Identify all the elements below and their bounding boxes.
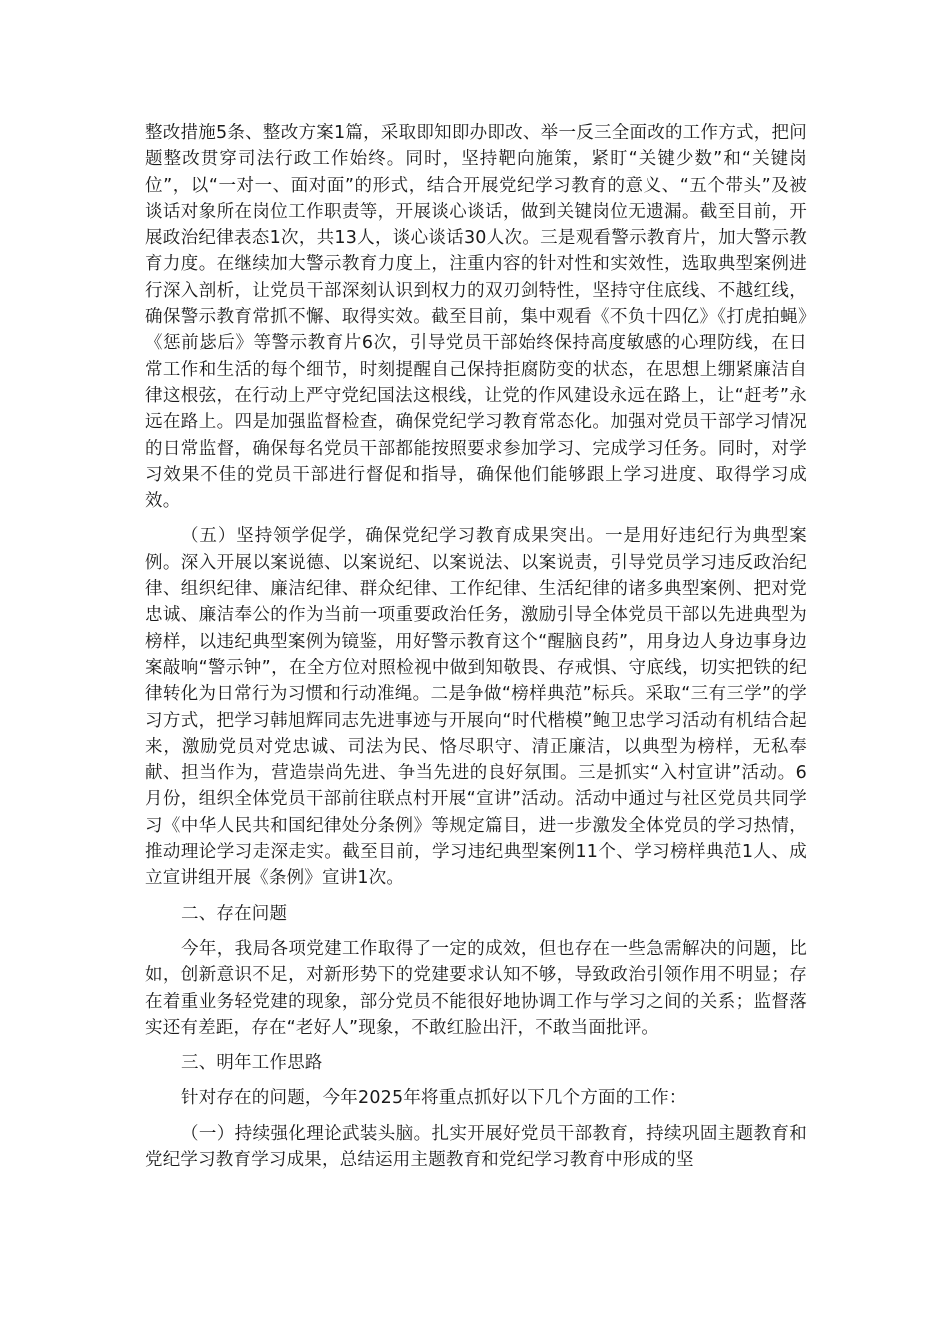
section-heading-problems: 二、存在问题	[181, 903, 288, 924]
paragraph-theory-armament: （一）持续强化理论武装头脑。扎实开展好党员干部教育，持续巩固主题教育和党纪学习教育学习成果，总结运用主题教育和党纪学习教育中形成的坚	[145, 1123, 807, 1170]
paragraph-rectification-measures: 整改措施5条、整改方案1篇，采取即知即办即改、举一反三全面改的工作方式，把问题整改贯穿司法行政工作始终。同时，坚持靶向施策，紧盯“关键少数”和“关键岗位”，以“一对一、面对面”的形式，结合开展党纪学习教育的意义、“五个带头”及被谈话对象所在岗位工作职责等，开展谈心谈话，做到关键岗位无遗漏。截至目前，开展政治纪律表态1次，共13人，谈心谈话30人次。三是观看警示教育片，加大警示教育力度。在继续加大警示教育力度上，注重内容的针对性和实效性，选取典型案例进行深入剖析，让党员干部深刻认识到权力的双刃剑特性，坚持守住底线、不越红线，确保警示教育常抓不懈、取得实效。截至目前，集中观看《不负十四亿》《打虎拍蝇》《惩前毖后》等警示教育片6次，引导党员干部始终保持高度敏感的心理防线，在日常工作和生活的每个细节，时刻提醒自己保持拒腐防变的状态，在思想上绷紧廉洁自律这根弦，在行动上严守党纪国法这根线，让党的作风建设永远在路上，让“赶考”永远在路上。四是加强监督检查，确保党纪学习教育常态化。加强对党员干部学习情况的日常监督，确保每名党员干部都能按照要求参加学习、完成学习任务。同时，对学习效果不佳的党员干部进行督促和指导，确保他们能够跟上学习进度、取得学习成效。	[145, 123, 807, 512]
paragraph-problems: 今年，我局各项党建工作取得了一定的成效，但也存在一些急需解决的问题，比如，创新意识不足，对新形势下的党建要求认知不够，导致政治引领作用不明显；存在着重业务轻党建的现象，部分党员不能很好地协调工作与学习之间的关系；监督落实还有差距，存在“老好人”现象，不敢红脸出汗，不敢当面批评。	[145, 938, 807, 1038]
paragraph-intro-next-year: 针对存在的问题，今年2025年将重点抓好以下几个方面的工作：	[181, 1088, 687, 1109]
paragraph-lead-study: （五）坚持领学促学，确保党纪学习教育成果突出。一是用好违纪行为典型案例。深入开展以案说德、以案说纪、以案说法、以案说责，引导党员学习违反政治纪律、组织纪律、廉洁纪律、群众纪律、工作纪律、生活纪律的诸多典型案例、把对党忠诚、廉洁奉公的作为当前一项重要政治任务，激励引导全体党员干部以先进典型为榜样，以违纪典型案例为镜鉴，用好警示教育这个“醒脑良药”，用身边人身边事身边案敲响“警示钟”，在全方位对照检视中做到知敬畏、存戒惧、守底线，切实把铁的纪律转化为日常行为习惯和行动准绳。二是争做“榜样典范”标兵。采取“三有三学”的学习方式，把学习韩旭辉同志先进事迹与开展向“时代楷模”鲍卫忠学习活动有机结合起来，激励党员对党忠诚、司法为民、恪尽职守、清正廉洁，以典型为榜样，无私奉献、担当作为，营造崇尚先进、争当先进的良好氛围。三是抓实“入村宣讲”活动。6月份，组织全体党员干部前往联点村开展“宣讲”活动。活动中通过与社区党员共同学习《中华人民共和国纪律处分条例》等规定篇目，进一步激发全体党员的学习热情，推动理论学习走深走实。截至目前，学习违纪典型案例11个、学习榜样典范1人、成立宣讲组开展《条例》宣讲1次。	[145, 526, 807, 889]
document-page	[145, 120, 807, 1173]
section-heading-next-year: 三、明年工作思路	[181, 1053, 323, 1074]
